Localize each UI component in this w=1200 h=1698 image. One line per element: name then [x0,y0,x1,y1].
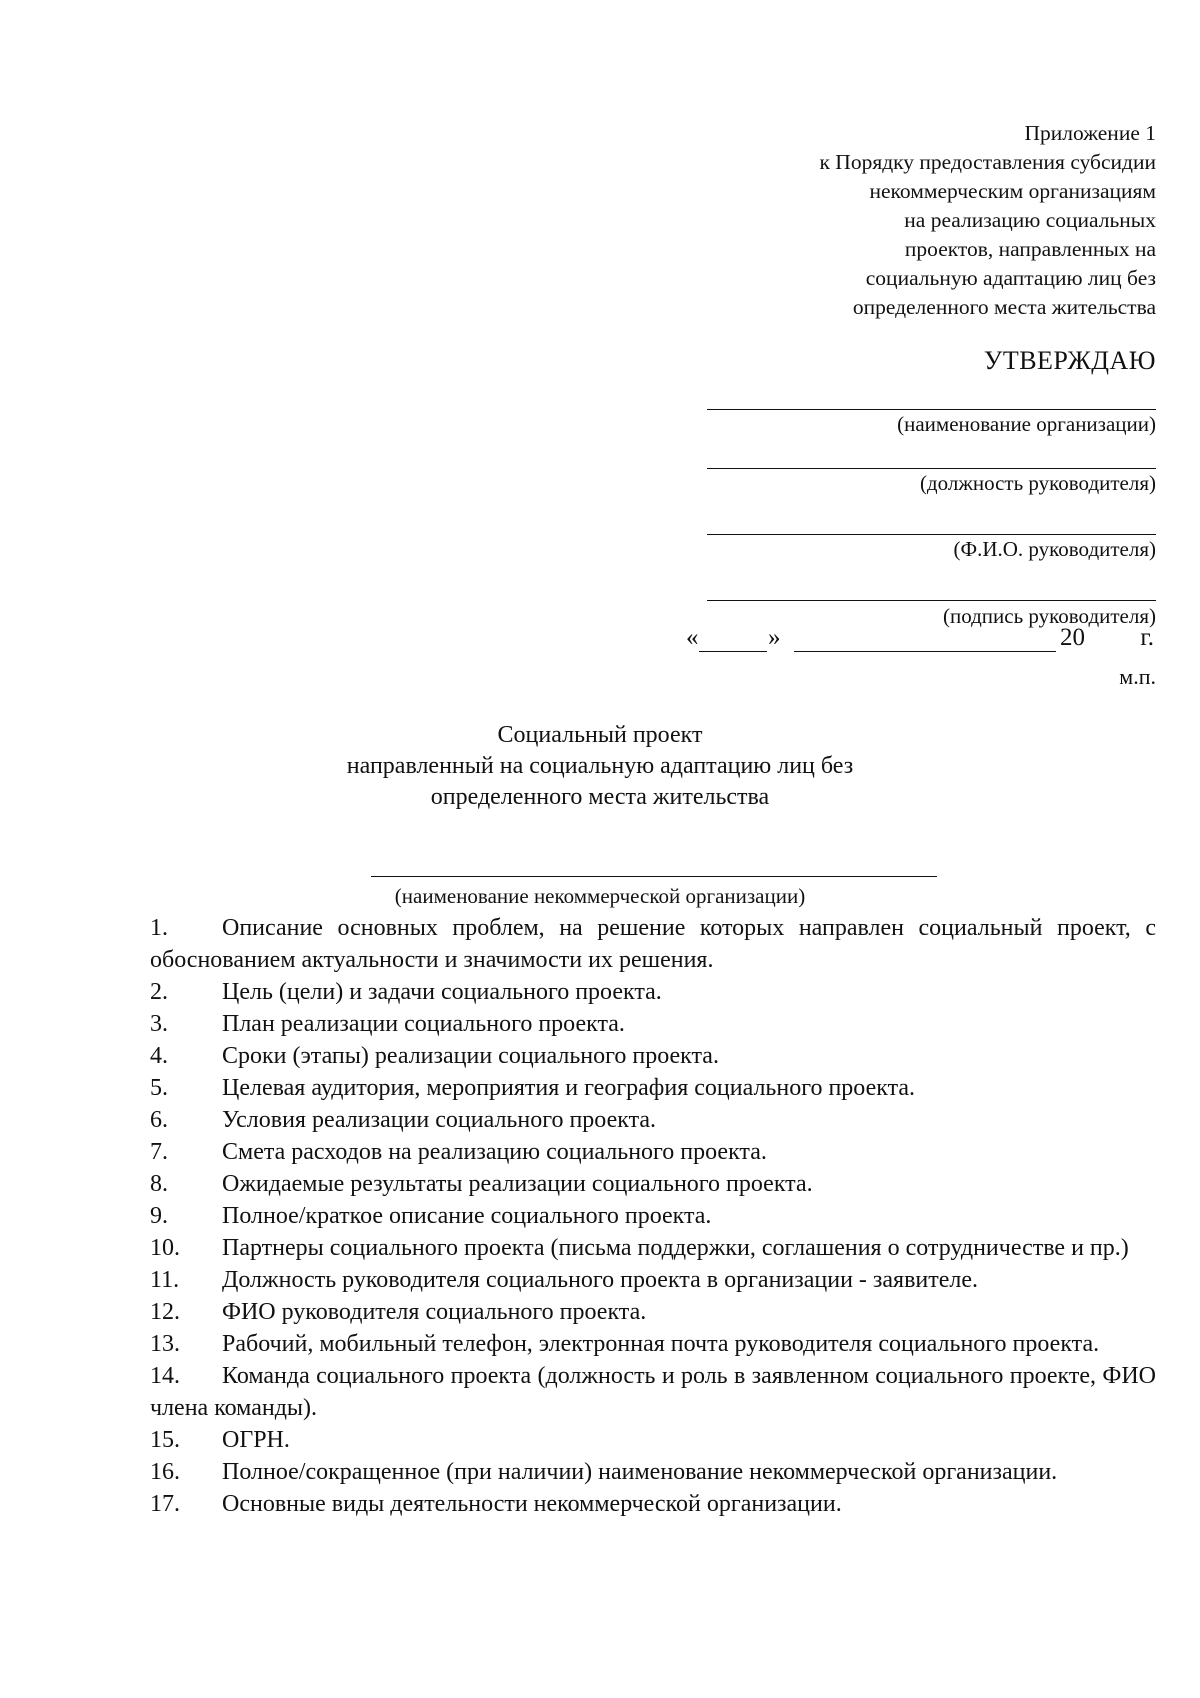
item-number: 6. [150,1107,168,1133]
item-text: Команда социального проекта (должность и роль в заявленном социального проекте, ФИО члена команды). [150,1363,1156,1421]
list-item [150,1040,1156,1072]
item-number: 15. [150,1427,180,1453]
item-text: Сроки (этапы) реализации социального проекта. [222,1043,719,1069]
item-text: ФИО руководителя социального проекта. [222,1299,647,1325]
item-text: Полное/сокращенное (при наличии) наименование некоммерческой организации. [222,1459,1058,1485]
item-text: Ожидаемые результаты реализации социального проекта. [222,1171,813,1197]
item-number: 13. [150,1331,180,1357]
approval-title: УТВЕРЖДАЮ [983,346,1156,375]
date-close-quote: » [768,624,781,651]
month-line [794,651,1056,652]
list-item [150,1488,1156,1520]
title-line-2: направленный на социальную адаптацию лиц без [346,753,854,779]
item-number: 14. [150,1363,180,1389]
nko-name-caption: (наименование некоммерческой организации) [394,884,806,908]
org-name-caption: (наименование организации) [897,412,1156,436]
list-item [150,1200,1156,1232]
item-number: 4. [150,1043,168,1069]
item-number: 17. [150,1491,180,1517]
title-line-1: Социальный проект [497,722,703,748]
list-item [150,1296,1156,1328]
item-number: 3. [150,1011,168,1037]
day-line [699,651,767,652]
item-text: Рабочий, мобильный телефон, электронная почта руководителя социального проекта. [222,1331,1100,1357]
annex-line: некоммерческим организациям [869,179,1156,203]
annex-line: социальную адаптацию лиц без [865,266,1156,290]
date-open-quote: « [686,624,699,651]
item-number: 8. [150,1171,168,1197]
signature-line [707,600,1156,601]
list-item [150,1136,1156,1168]
annex-line: к Порядку предоставления субсидии [819,150,1156,174]
item-number: 7. [150,1139,168,1165]
item-number: 11. [150,1267,180,1293]
item-text: Полное/краткое описание социального проекта. [222,1203,712,1229]
list-item [150,1104,1156,1136]
list-item [150,1232,1156,1264]
approval-block [636,344,1156,628]
year-suffix: г. [1140,624,1154,651]
position-caption: (должность руководителя) [919,471,1156,495]
item-number: 12. [150,1299,180,1325]
item-text: Партнеры социального проекта (письма поддержки, соглашения о сотрудничестве и пр.) [222,1235,1129,1261]
date-field [686,624,1156,658]
list-item [150,1456,1156,1488]
project-items-list [150,912,1156,1520]
list-item [150,1328,1156,1360]
item-number: 2. [150,979,168,1005]
annex-header [636,119,1156,322]
annex-line: проектов, направленных на [904,237,1156,261]
item-text: Должность руководителя социального проекта в организации - заявителе. [222,1267,979,1293]
item-number: 10. [150,1235,180,1261]
annex-line: определенного места жительства [852,295,1156,319]
list-item [150,912,1156,976]
item-text: План реализации социального проекта. [222,1011,625,1037]
stamp-place: м.п. [1119,664,1156,689]
list-item [150,976,1156,1008]
year-prefix: 20 [1060,624,1085,651]
item-text: Цель (цели) и задачи социального проекта. [222,979,662,1005]
title-line-3: определенного места жительства [430,784,770,810]
list-item [150,1360,1156,1424]
nko-name-line [371,876,937,877]
item-number: 16. [150,1459,180,1485]
item-text: ОГРН. [222,1427,290,1453]
annex-line: на реализацию социальных [904,208,1156,232]
item-text: Основные виды деятельности некоммерческой организации. [222,1491,842,1517]
list-item [150,1008,1156,1040]
item-text: Смета расходов на реализацию социального проекта. [222,1139,767,1165]
name-caption: (Ф.И.О. руководителя) [953,537,1156,561]
item-number: 9. [150,1203,168,1229]
list-item [150,1168,1156,1200]
item-text: Целевая аудитория, мероприятия и география социального проекта. [222,1075,916,1101]
item-text: Условия реализации социального проекта. [222,1107,657,1133]
list-item [150,1072,1156,1104]
item-text: Описание основных проблем, на решение которых направлен социальный проект, с обоснованием актуальности и значимости их решения. [150,915,1156,973]
list-item [150,1424,1156,1456]
item-number: 5. [150,1075,168,1101]
signature-caption: (подпись руководителя) [942,604,1156,628]
item-number: 1. [150,915,168,941]
list-item [150,1264,1156,1296]
annex-line: Приложение 1 [1024,121,1156,145]
document-title [0,720,1200,813]
